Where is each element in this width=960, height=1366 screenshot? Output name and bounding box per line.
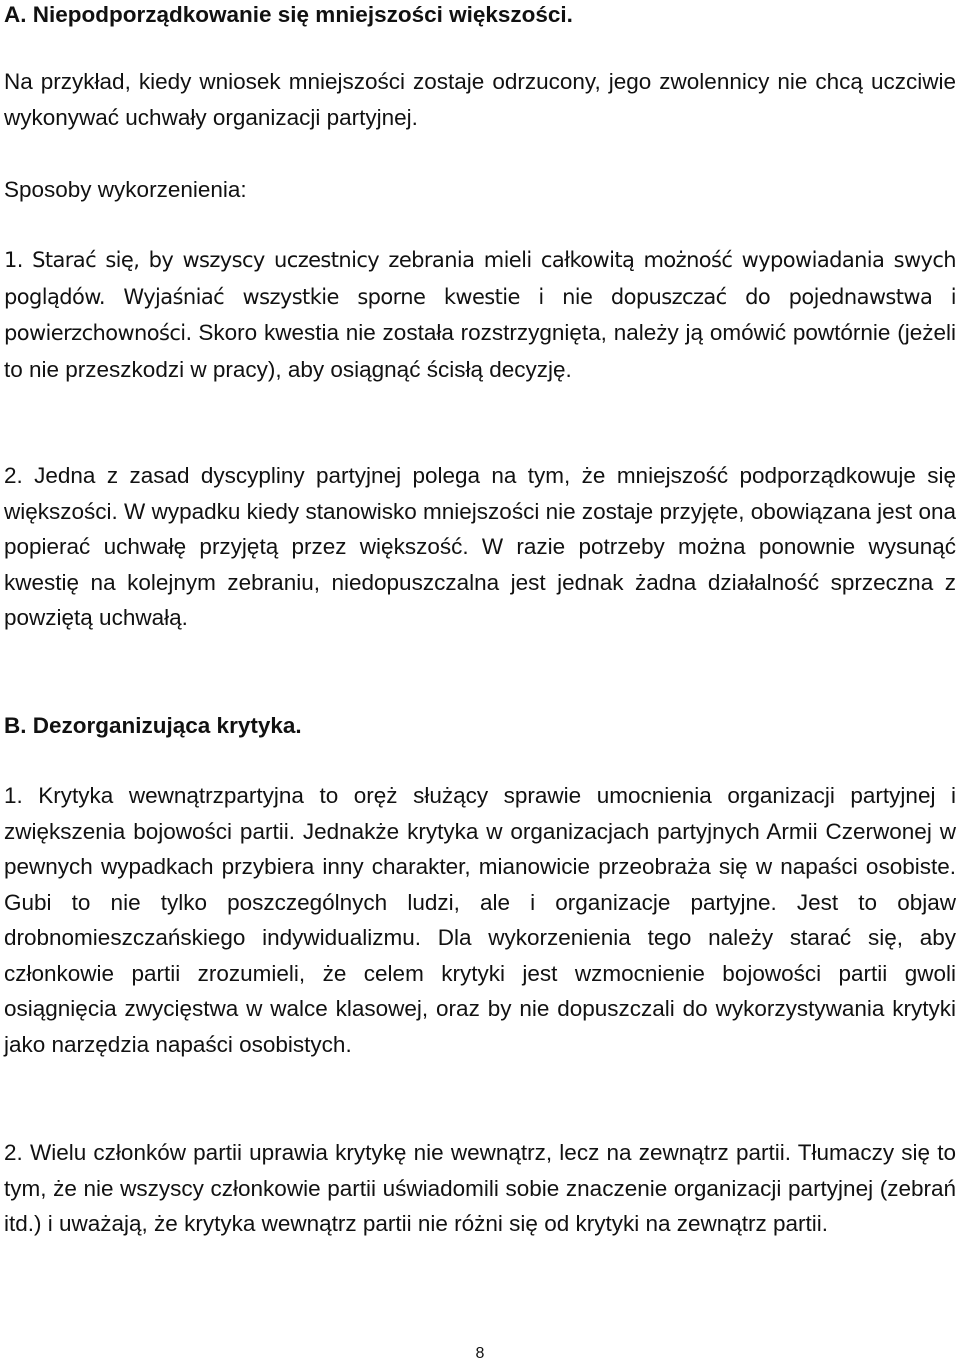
- section-b-point-2: 2. Wielu członków partii uprawia krytykę nie wewnątrz, lecz na zewnątrz partii. Tłumaczy się to tym, że nie wszyscy członkowie partii uświadomili sobie znaczenie organizacji partyjnej (zebrań itd.) i uważają, że krytyka wewnątrz partii nie różni się od krytyki na zewnątrz partii.: [4, 1140, 956, 1236]
- point-1-part-b: Skoro kwestia nie została rozstrzygnięta, należy ją omówić powtórnie (jeżeli to nie przeszkodzi w pracy), aby osiągnąć ścisłą decyzję.: [4, 320, 956, 382]
- page-number: 8: [475, 1345, 485, 1362]
- section-a-point-1: [4, 242, 956, 387]
- section-b-point-1: 1. Krytyka wewnątrzpartyjna to oręż służący sprawie umocnienia organizacji partyjnej i zwiększenia bojowości partii. Jednakże krytyka w organizacjach partyjnych Armii Czerwonej w pewnych wypadkach przybiera inny charakter, mianowicie przeobraża się w napaści osobiste. Gubi to nie tylko poszczególnych ludzi, ale i organizacje partyjne. Jest to objaw drobnomieszczańskiego indywidualizmu. Dla wykorzenienia tego należy starać się, aby członkowie partii zrozumieli, że celem krytyki jest wzmocnienie bojowości partii gwoli osiągnięcia zwycięstwa w walce klasowej, oraz by nie dopuszczali do wykorzystywania krytyki jako narzędzia napaści osobistych.: [4, 783, 956, 1057]
- section-a-point-2: 2. Jedna z zasad dyscypliny partyjnej polega na tym, że mniejszość podporządkowuje się większości. W wypadku kiedy stanowisko mniejszości nie zostaje przyjęte, obowiązana jest ona popierać uchwałę przyjętą przez większość. W razie potrzeby można ponownie wysunąć kwestię na kolejnym zebraniu, niedopuszczalna jest jednak żadna działalność sprzeczna z powziętą uchwałą.: [4, 463, 956, 630]
- section-a-intro: Na przykład, kiedy wniosek mniejszości zostaje odrzucony, jego zwolennicy nie chcą uczciwie wykonywać uchwały organizacji partyjnej.: [4, 69, 956, 130]
- section-b-heading: B. Dezorganizująca krytyka.: [4, 713, 302, 738]
- remedy-heading: Sposoby wykorzenienia:: [4, 177, 247, 202]
- section-a-heading: A. Niepodporządkowanie się mniejszości większości.: [4, 2, 573, 27]
- point-1-part-a: 1. Starać się, by wszyscy uczestnicy zebrania mieli całkowitą możność wypowiadania swych poglądów. Wyjaśniać wszystkie sporne kwestie i nie dopuszczać do pojednawstwa i powierzchowności.: [4, 248, 956, 345]
